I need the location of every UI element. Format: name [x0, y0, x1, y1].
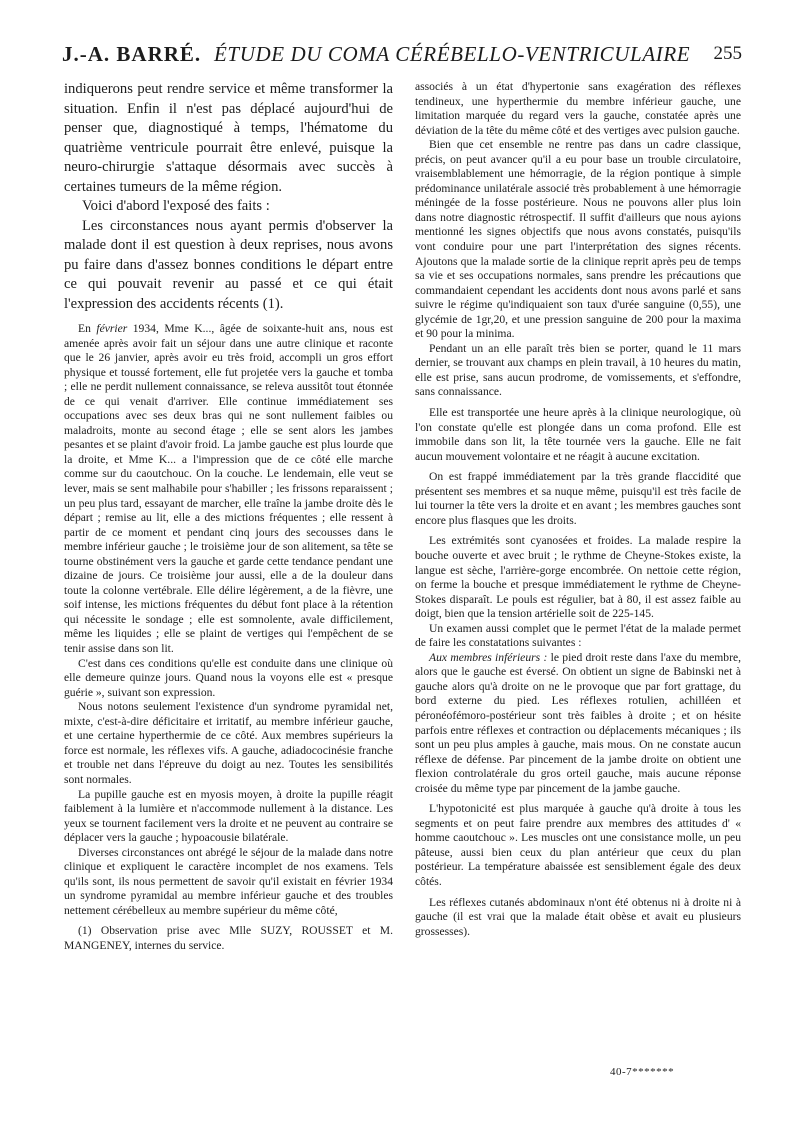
paragraph: Les réflexes cutanés abdominaux n'ont été obtenus ni à droite ni à gauche (il est vrai que la malade était obèse et avait eu plusieurs grossesses). — [415, 895, 741, 938]
left-large-text — [64, 80, 393, 314]
footnote: (1) Observation prise avec Mlle SUZY, ROUSSET et M. MANGENEY, internes du service. — [64, 924, 393, 952]
paragraph: Diverses circonstances ont abrégé le séjour de la malade dans notre clinique et expliquent le caractère incomplet de nos examens. Tels qu'ils sont, ils nous permettent de savoir qu'il existait en février 1934 un syndrome pyramidal au membre inférieur gauche et des troubles nettement cérébelleux au membre supérieur du même côté, — [64, 845, 393, 917]
paragraph: Elle est transportée une heure après à la clinique neurologique, où l'on constate qu'elle est plongée dans un coma profond. Elle est immobile dans son lit, la tête tournée vers la gauche. Elle ne fait aucun mouvement volontaire et ne réagit à aucune excitation. — [415, 406, 741, 463]
paragraph: La pupille gauche est en myosis moyen, à droite la pupille réagit faiblement à la lumière et n'accommode nullement à la distance. Les yeux se tournent facilement vers la droite et ne peuvent au contraire se déplacer vers la gauche ; hypoacousie bilatérale. — [64, 787, 393, 845]
paragraph: indiquerons peut rendre service et même transformer la situation. Enfin il n'est pas déplacé aujourd'hui de penser que, diagnostiqué à temps, l'hématome du quatrième ventricule pourrait être enlevé, puisque la neuro-chirurgie s'attaque désormais avec succès à certaines tumeurs de la même région. — [64, 81, 393, 195]
left-column — [64, 80, 393, 954]
paragraph: Voici d'abord l'exposé des faits : — [82, 198, 270, 214]
paragraph: Pendant un an elle paraît très bien se porter, quand le 11 mars dernier, se trouvant aux champs en plein travail, à 10 heures du matin, elle est prise, sans aucun prodrome, de vomissements, et s'effondre, sans connaissance. — [415, 341, 741, 399]
paragraph: C'est dans ces conditions qu'elle est conduite dans une clinique où elle demeure quinze jours. Quand nous la voyons elle est « presque guérie », suivant son expression. — [64, 656, 393, 699]
paragraph: Bien que cet ensemble ne rentre pas dans un cadre classique, précis, on peut avancer qu'il a eu pour base un trouble circulatoire, vraisemblablement une hémorragie, de la région pontique à simple prédominance unilatérale associé très probablement à une hémorragie méningée de la fosse postérieure. Nous ne pouvons aller plus loin dans notre diagnostic rétrospectif. Il suffit d'ailleurs que nous ayions mentionné les signes objectifs que nous avons constatés, puisqu'ils vont conduire pour une part l'interprétation des signes récents. Ajoutons que la malade sortie de la clinique reprit après peu de temps sa vie et ses occupations normales, sans prendre les précautions que commandaient cependant les accidents dont nous avons parlé et sans suivre le régime qu'indiquaient son taux d'urée sanguine (0,55), une glycémie de 1gr,20, et une pression sanguine de 200 pour la maxima et 90 pour la minima. — [415, 138, 741, 341]
paragraph: On est frappé immédiatement par la très grande flaccidité que présentent ses membres et sa nuque même, puisqu'il est très facile de lui tourner la tête vers la droite et en avant ; les membres gauches sont encore plus flasques que les droits. — [415, 470, 741, 527]
paragraph: associés à un état d'hypertonie sans exagération des réflexes tendineux, une hyperthermie du membre inférieur gauche, une limitation marquée du regard vers la gauche, constatée après une déviation de la tête du même côté et des vertiges avec pulsion gauche. — [415, 80, 741, 137]
printer-signature: 40-7******* — [610, 1066, 675, 1078]
spacer — [64, 314, 393, 322]
page-number: 255 — [713, 43, 742, 64]
paragraph — [415, 651, 741, 796]
paragraph: Les circonstances nous ayant permis d'observer la malade dont il est question à deux reprises, nous avons pu faire dans d'assez bonnes conditions le départ entre ce qui pouvait revenir au passé et ce qui était l'expression des accidents récents (1). — [64, 217, 393, 312]
text-run: En — [78, 322, 97, 335]
text-run: 1934, Mme K..., âgée de soixante-huit ans, nous est amenée après avoir fait un séjour dans une autre clinique et raconte que le 26 janvier, après avoir eu très froid, accompli un gros effort physique et toussé fortement, elle fut projetée vers la gauche et tomba ; elle ne perdit nullement connaissance, se releva aussitôt tout étonnée de ce qui venait d'arriver. Elle continue immédiatement ses occupations avec ses deux bras qui ne sont nullement faibles ou maladroits, monte au second étage ; elle se sent alors les jambes pesantes et se plaint d'avoir froid. La jambe gauche est plus lourde que la droite, et Mme K... a l'impression que de ce côté elle marche comme sur du caoutchouc. On la couche. Le lendemain, elle veut se lever, mais se sent malhabile pour s'habiller ; les frissons reparaissent ; un peu plus tard, essayant de marcher, elle traîne la jambe droite dès le départ ; remise au lit, elle a des mictions fréquentes ; elle ressent à partir de ce moment et pendant cinq jours des secousses dans le membre inférieur gauche ; le troisième jour de son alitement, sa tête se tourne obstinément vers la gauche et garde cette tendance pendant une dizaine de jours. Ce troisième jour aussi, elle a de la douleur dans toute la colonne vertébrale. Elle délire légèrement, a de la fièvre, une soif intense, les mictions fréquentes du début font place à la rétention qui nécessite le sondage ; elle est somnolente, avale difficilement, même les liquides ; elle se plaint de vertiges qui l'empêchent de se tenir assise dans son lit. — [64, 322, 393, 656]
paragraph: Les extrémités sont cyanosées et froides. La malade respire la bouche ouverte et avec bruit ; le rythme de Cheyne-Stokes existe, la langue est sèche, l'arrière-gorge encombrée. On nettoie cette région, on ferme la bouche et presque immédiatement le rythme de Cheyne-Stokes disparaît. Le pouls est régulier, bat à 80, il est assez faible au doigt, bien que la tension artérielle soit de 225-145. — [415, 534, 741, 621]
right-column — [415, 80, 741, 939]
paragraph: Nous notons seulement l'existence d'un syndrome pyramidal net, mixte, c'est-à-dire déficitaire et irritatif, au membre inférieur gauche, et une certaine hyperthermie de ce côté. Aux membres supérieurs la force est normale, les réflexes vifs. A gauche, adiadococinésie franche et trouble net dans l'épreuve du doigt au nez. Toutes les sensibilités sont normales. — [64, 700, 393, 786]
paragraph — [64, 322, 393, 657]
header-title: ÉTUDE DU COMA CÉRÉBELLO-VENTRICULAIRE — [214, 42, 691, 66]
italic-lead: Aux membres inférieurs : — [429, 650, 548, 664]
left-small-text — [64, 322, 393, 954]
paragraph: L'hypotonicité est plus marquée à gauche qu'à droite à tous les segments et on peut faire prendre aux membres des attitudes d' « homme caoutchouc ». Les muscles ont une consistance molle, un peu pâteuse, aussi bien ceux du plan antérieur que ceux du plan postérieur. La température abaissée est sensiblement égale des deux côtés. — [415, 802, 741, 888]
text-run: le pied droit reste dans l'axe du membre, alors que le gauche est éversé. On obtient un signe de Babinski net à gauche alors qu'à droite on ne le provoque que par fort grattage, du bord externe du pied. Les réflexes rotulien, achilléen et péronéofémoro-postérieur sont très faibles à droite ; et on hésite parfois entre réflexes et contraction ou déplacements mécaniques ; ils sont un peu plus amples à gauche, mais mous. On ne constate aucun réflexe de défense. Par pincement de la jambe droite on obtient une flexion controlatérale du gros orteil gauche, mais aucune réponse croisée du même type par pincement de la jambe gauche. — [415, 650, 741, 795]
header-author: J.-A. BARRÉ. — [62, 42, 202, 66]
month-italic: février — [96, 322, 128, 335]
running-header — [62, 42, 742, 70]
paragraph: Un examen aussi complet que le permet l'état de la malade permet de faire les constatations suivantes : — [415, 621, 741, 650]
